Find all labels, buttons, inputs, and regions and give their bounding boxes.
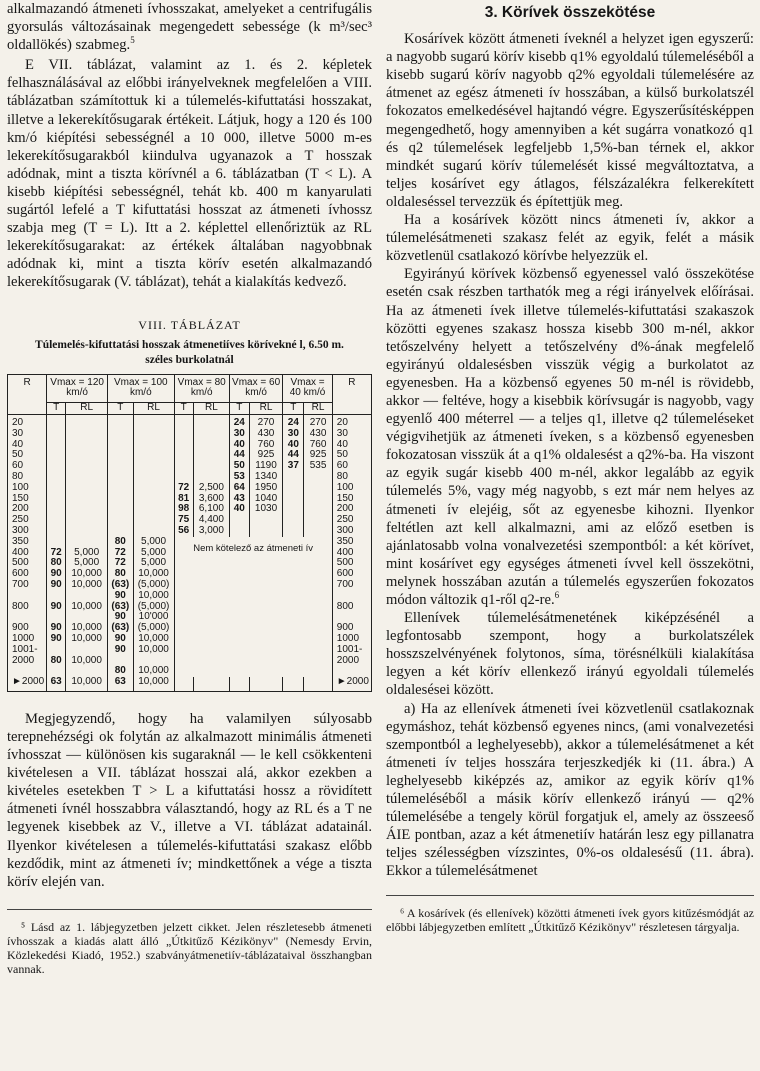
sub-rl-header: RL	[66, 403, 108, 415]
paragraph: Ellenívek túlemelésátmenetének kiképzésénél a legfontosabb szempont, hogy a burkolatszélek hosszszelvényének folytonos, síma, törésnélküli kialakítása legyen a két körív ellenkező irányú egyoldali túlemelés oldalesései között.	[386, 610, 754, 699]
col-v40-header: Vmax = 40 km/ó	[283, 374, 332, 403]
col-r-header: R	[8, 374, 47, 414]
paragraph: alkalmazandó átmeneti ívhosszakat, amelyeket a centrifugális gyorsulás változásainak megengedett sebessége (k m³/sec³ oldallökés) szabmeg.$^5$	[7, 1, 372, 54]
sub-t-header: T	[47, 403, 66, 415]
footnote-6: ⁶ A kosárívek (és ellenívek) közötti átmeneti ívek gyors kitűzésmódját az előbbi lábjegyzetben említett „Útkitűző Kézikönyv" részletesen tárgyalja.	[386, 905, 754, 934]
table-row: ►2000 63 10,000 63 10,000 ►2000	[8, 677, 372, 691]
footnote-5: ⁵ Lásd az 1. lábjegyzetben jelzett cikket. Jelen részletesebb átmeneti ívhosszak a kiadás alatt álló „Útkitűző Kézikönyv" (Nemesdy Ervin, Közlekedési Kiadó, 1952.) szabványátmenetiív-táblázataival összhangban vannak.	[7, 919, 372, 977]
sub-t-header: T	[108, 403, 133, 415]
col-r-header-right: R	[332, 374, 371, 414]
table-viii	[7, 374, 372, 692]
footnotes	[7, 909, 372, 977]
paragraph: Ha a kosárívek között nincs átmeneti ív, akkor a túlemelésátmeneti szakasz felét az egyik, felét a másik közvetlenül csatlakozó körívbe helyezzük el.	[386, 212, 754, 265]
col-v100-header: Vmax = 100 km/ó	[108, 374, 174, 403]
table-note: Nem kötelező az átmeneti ív	[174, 537, 332, 677]
sub-rl-header: RL	[133, 403, 174, 415]
sub-t-header: T	[174, 403, 193, 415]
table-row: 100 150 200 250 300 72 81 98 75 56 2,500 3,600 6,100 4,400 3,000 64 43 40 1950 1040 1030 100 150 200 250 300	[8, 483, 372, 537]
sub-rl-header: RL	[249, 403, 283, 415]
table-row: 20 30 40 50 60 80 24 30 40 44 50 53 270 430 760 925 1190 1340 24 30 40 44 37 270 430 760 925 535 20 30 40 50 60 80	[8, 414, 372, 482]
table-row: 350 400 500 600 72 80 90 5,000 5,000 10,000 80 72 72 80 5,000 5,000 5,000 10,000 Nem kötelező az átmeneti ív 350 400 500 600	[8, 537, 372, 580]
right-column	[386, 0, 754, 934]
table-row: 700 800 900 1000 1001- 2000 90 90 90 90 80 10,000 10,000 10,000 10,000 10,000 (63) 90 (63) 90 (63) 90 90 80 (5,000) 10,000 (5,000) 10'000 (5,000) 10,000 10,000 10,000 700 800 900 1000 1001- 2000	[8, 580, 372, 677]
col-v120-header: Vmax = 120 km/ó	[47, 374, 108, 403]
footnote-ref: 6	[554, 590, 560, 601]
table-title: VIII. TÁBLÁZAT	[138, 317, 241, 332]
footnote-ref: 5	[130, 35, 135, 46]
sub-t-header: T	[283, 403, 304, 415]
footnotes	[386, 895, 754, 934]
paragraph: a) Ha az ellenívek átmeneti ívei közvetlenül csatlakoznak egymáshoz, tehát közbenső egyenes nincs, (ami vonalvezetési szempontból a leghelyesebb), akkor a túlemelésátmenet a két átmeneti ív teljes hosszára terjeszkedjék ki (11. ábra.) A leghelyesebb kiképzés az, amikor az egyik körív q1% túlemeléséből a másik körív ellenkező irányú — q2% túlemelésébe a tengely körül forgatjuk el, amely az összeeső ÁIE pontban, azaz a két átmenetiív határán lesz egy pillanatra teljes szélességben vízszintes, 0%-os oldalesésű (11. ábra). Ekkor a túlemelésátmenet	[386, 700, 754, 880]
sub-rl-header: RL	[193, 403, 229, 415]
paragraph: E VII. táblázat, valamint az 1. és 2. képletek felhasználásával az előbbi irányelveknek megfelelően a VIII. táblázatban számítottuk ki a túlemelés-kifuttatási hosszakat, illetve a lekerekítősugarak értékeit. Látjuk, hogy a 120 és 100 km/ó kiépítési sebességnél a 10 000, illetve 5000 m-es lekerekítősugarakból kiindulva ugyanazok a T hosszak adódnak, mint a tiszta körívnél a 6. táblázatban (T < L). A kisebb kiépítési sebességnél, tehát kb. 400 m kanyarulati sugártól lefelé a T kifuttatási hosszat az átmeneti ívhossz szabja meg (T = L). Itt a 2. képlettel ellenőriztük az RL lekerekítősugarakat: az értékek általában nagyobbnak adódnak ki, mint a tiszta körív esetén alkalmazandó lekerekítősugarak (V. táblázat), tehát a kialakítás kedvező.	[7, 57, 372, 291]
paragraph: Megjegyzendő, hogy ha valamilyen súlyosabb terepnehézségi ok folytán az alkalmazott minimális átmeneti ívhosszat — különösen kis sugaraknál — le kell csökkenteni kivételesen a VII. táblázat hosszai alá, akkor ezekben a kivételes esetekben T > L a kifuttatási hossz a rövidített átmeneti ívnél hosszabbra választandó, hogy az RL és a T ne legyenek kisebbek az V., illetve a VI. táblázat adatainál. Ilyenkor kivételesen a túlemelés-kifuttatási szakasz előbb kezdődik, mint az átmeneti ív; mindkettőnek a vége a tiszta körív elején van.	[7, 710, 372, 890]
sub-t-header: T	[229, 403, 249, 415]
sub-rl-header: RL	[304, 403, 332, 415]
paragraph: Kosárívek között átmeneti íveknél a helyzet igen egyszerű: a nagyobb sugarú körív kisebb q1% egyoldalú túlemeléséből a kisebb sugarú körív nagyobb q2% egyoldali túlemelésére az átmenet az egész átmeneti ív hosszában, a külső burkolatszél fokozatos emelkedésével hajtandó végre. Egyszerűsítésképpen megengedhető, hogy amennyiben a két sugárra vonatkozó q1 és q2 túlemelések legfeljebb 1,5%-ban térnek el, akkor mindkét sugarú körív túlemelését kissé megváltoztatva, a teljes kosárívet egy átlagos, félszázalékra felkerekített oldaleséssel tervezzük és építettjük meg.	[386, 31, 754, 210]
section-title: 3. Körívek összekötése	[484, 4, 656, 21]
table-subtitle: Túlemelés-kifuttatási hosszak átmenetiíves körívekné l, 6.50 m. széles burkolatnál	[35, 338, 344, 366]
col-v80-header: Vmax = 80 km/ó	[174, 374, 229, 403]
col-v60-header: Vmax = 60 km/ó	[229, 374, 282, 403]
left-column	[7, 0, 372, 977]
paragraph: Egyirányú körívek közbenső egyenessel való összekötése esetén csak részben tarthatók meg a régi irányelvek előírásai. Ha az átmeneti ívek illetve túlemelés-kifuttatási szakaszok közötti egyenes szakasz hossza kisebb 300 m-nél, akkor tetőszelvény helyett a tetőszelvény d%-ának megfelelő egyirányú oldalesésben visszük végig a burkolatot az egyenesben. Ha a közbenső egyenes 50 m-nél is rövidebb, akkor — feltéve, hogy a kisebbik körívsugár is nagyobb, vagy egyenlő 400 méterrel — a teljes q1, illetve q2 túlemeléseket végigvihetjük az átmeneti íveken, s a közbenső egyenesben fokozatosan visszük át a q1% oldalesést a q2%-ba. Ha viszont az egyik sugár kisebb 400 m-nél, akkor legalább az egyik túlemelés 5%, vagy még nagyobb, s ezt már nem helyes az átmeneti ív elejéig, sőt az egyenesbe kihozni. Ilyenkor feltétlen azt kell alkalmazni, ami az előző esetben is ajánlatosabb volna vonalvezetési szempontból: a két körívet, mint kosárívet egy egységes átmeneti ívvel kell összekötni, melynek hosszában azután a túlemelés egyszerűen fokozatos módon változik q1-ről q2-re.$^6$	[386, 266, 754, 608]
